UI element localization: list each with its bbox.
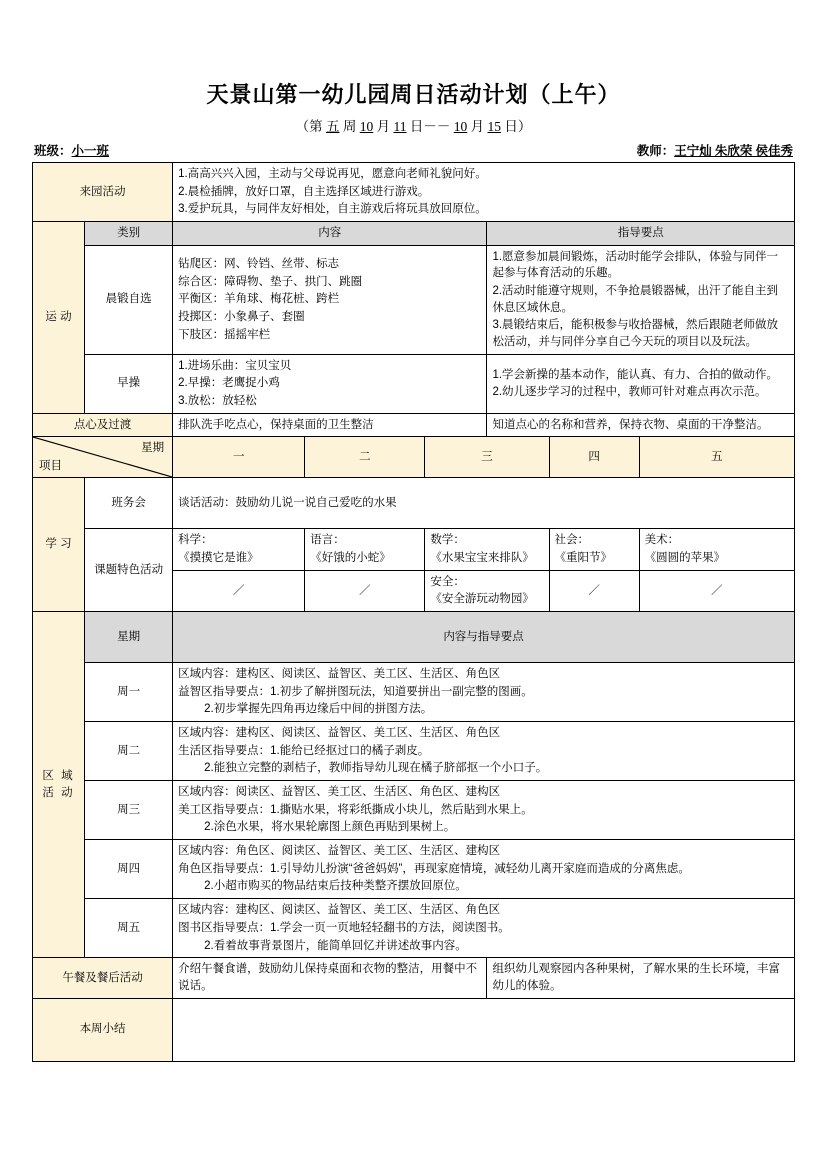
weekday-corner-header (33, 437, 173, 478)
weekday-tue: 二 (305, 437, 425, 478)
area-tue-line-3: 2.能独立完整的剥桔子，教师指导幼儿现在橘子脐部抠一个小口子。 (204, 762, 548, 775)
snack-label: 点心及过渡 (33, 413, 173, 437)
area-day-thu: 周四 (85, 840, 173, 899)
snack-points: 知道点心的名称和营养，保持衣物、桌面的干净整洁。 (487, 413, 795, 437)
area-content-thu (173, 840, 795, 899)
sports-content-1-line-2: 综合区：障碍物、垫子、拱门、跳圈 (178, 275, 363, 288)
date-from-day: 11 (393, 119, 407, 134)
course-tue-title: 《好饿的小蛇》 (310, 552, 391, 565)
sports-points-2-line-1: 1.学会新操的基本动作，能认真、有力、合拍的做动作。 (492, 368, 779, 381)
sports-points-2-line-2: 2.幼儿逐步学习的过程中，教师可针对难点再次示范。 (492, 386, 767, 399)
table-row-weekday-header (33, 437, 795, 478)
course-thu-subject: 社会： (554, 534, 590, 547)
course-cell-thu (549, 529, 639, 570)
meeting-content: 谈话活动：鼓励幼儿说一说自己爱吃的水果 (173, 478, 795, 529)
sports-points-2 (487, 354, 795, 413)
lunch-content: 介绍午餐食谱，鼓励幼儿保持桌面和衣物的整洁，用餐中不说话。 (173, 958, 487, 998)
date-to-month: 10 (453, 119, 468, 134)
course-thu-title: 《重阳节》 (554, 552, 613, 565)
sports-category-2: 早操 (85, 354, 173, 413)
area-mon-line-1: 区域内容：建构区、阅读区、益智区、美工区、生活区、角色区 (178, 668, 501, 681)
sports-content-1-line-4: 投掷区：小象鼻子、套圈 (178, 311, 305, 324)
date-from-month: 10 (359, 119, 374, 134)
area-thu-line-2: 角色区指导要点：1.引导幼儿扮演“爸爸妈妈”，再现家庭情境，减轻幼儿离开家庭而造成的分离焦虑。 (178, 862, 690, 875)
weekday-thu: 四 (549, 437, 639, 478)
arrival-item-2: 2.晨检插牌，放好口罩，自主选择区域进行游戏。 (178, 185, 430, 198)
course-wed-subject: 数学： (430, 534, 465, 547)
table-row-course-1 (33, 529, 795, 570)
area-thu-line-3: 2.小超市购买的物品结束后技种类整齐摆放回原位。 (204, 880, 467, 893)
area-head-content: 内容与指导要点 (173, 612, 795, 663)
weekday-fri: 五 (639, 437, 794, 478)
study-label: 学 习 (33, 478, 85, 612)
area-wed-line-3: 2.涂色水果，将水果轮廓图上颜色再贴到果树上。 (204, 821, 456, 834)
corner-bottom-label: 项目 (39, 459, 62, 472)
course-cell-tue (305, 529, 425, 570)
area-fri-line-1: 区域内容：建构区、阅读区、益智区、美工区、生活区、角色区 (178, 904, 501, 917)
course2-wed-subject: 安全： (430, 575, 465, 588)
area-day-tue: 周二 (85, 722, 173, 781)
table-row-morning-exercise (33, 245, 795, 354)
course-fri-subject: 美术： (644, 534, 680, 547)
area-content-mon (173, 663, 795, 722)
course-cell-wed (425, 529, 549, 570)
sports-points-1-line-2: 2.活动时能遵守规则，不争抢晨锻器械，出汗了能自主到休息区域休息。 (492, 285, 779, 314)
area-thu-line-1: 区域内容：角色区、阅读区、益智区、美工区、生活区、建构区 (178, 845, 501, 858)
table-row-area-wed (33, 781, 795, 840)
sports-col-category: 类别 (85, 222, 173, 246)
course-mon-subject: 科学： (178, 534, 213, 547)
sports-label: 运 动 (33, 222, 85, 414)
area-mon-line-2: 益智区指导要点：1.初步了解拼图玩法，知道要拼出一副完整的图画。 (178, 685, 533, 698)
table-row-lunch (33, 958, 795, 998)
table-row-area-fri (33, 899, 795, 958)
arrival-label: 来园活动 (33, 163, 173, 222)
area-content-tue (173, 722, 795, 781)
course-fri-title: 《圆圆的苹果》 (644, 552, 726, 565)
sports-content-2-line-2: 2.早操：老鹰捉小鸡 (178, 377, 280, 390)
arrival-item-3: 3.爱护玩具，与同伴友好相处，自主游戏后将玩具放回原位。 (178, 203, 487, 216)
table-row-area-mon (33, 663, 795, 722)
sports-content-1-line-1: 钻爬区：网、铃铛、丝带、标志 (178, 258, 340, 271)
table-row-summary (33, 998, 795, 1061)
subtitle-month-word-2: 月 (470, 119, 485, 134)
area-wed-line-1: 区域内容：阅读区、益智区、美工区、生活区、角色区、建构区 (178, 786, 501, 799)
course2-cell-tue: ／ (305, 570, 425, 611)
area-label-text: 区 域 活 动 (42, 769, 75, 799)
subtitle-dash: 日－－ (409, 119, 451, 134)
table-row-sports-header (33, 222, 795, 246)
sports-content-2 (173, 354, 487, 413)
area-mon-line-3: 2.初步掌握先四角再边缘后中间的拼图方法。 (204, 703, 433, 716)
sports-col-content: 内容 (173, 222, 487, 246)
area-content-fri (173, 899, 795, 958)
area-day-fri: 周五 (85, 899, 173, 958)
teacher-field (637, 141, 793, 159)
area-content-wed (173, 781, 795, 840)
course-wed-title: 《水果宝宝来排队》 (430, 552, 534, 565)
subtitle-prefix: （第 (295, 119, 323, 134)
sports-col-points: 指导要点 (487, 222, 795, 246)
lunch-label: 午餐及餐后活动 (33, 958, 173, 998)
table-row-area-thu (33, 840, 795, 899)
area-fri-line-2: 图书区指导要点：1.学会一页一页地轻轻翻书的方法，阅读图书。 (178, 921, 510, 934)
class-value: 小一班 (71, 144, 110, 158)
sports-content-2-line-3: 3.放松：放轻松 (178, 395, 257, 408)
table-row-area-tue (33, 722, 795, 781)
course2-cell-thu: ／ (549, 570, 639, 611)
table-row-morning-gym (33, 354, 795, 413)
area-label (33, 612, 85, 958)
table-row-meeting (33, 478, 795, 529)
lunch-points: 组织幼儿观察园内各种果树，了解水果的生长环境，丰富幼儿的体验。 (487, 958, 795, 998)
sports-content-2-line-1: 1.进场乐曲：宝贝宝贝 (178, 359, 292, 372)
corner-top-label: 星期 (141, 442, 165, 455)
course-tue-subject: 语言： (310, 534, 345, 547)
area-tue-line-1: 区域内容：建构区、阅读区、益智区、美工区、生活区、角色区 (178, 727, 501, 740)
teacher-value: 王宁灿 朱欣荣 侯佳秀 (674, 144, 793, 158)
course2-cell-mon: ／ (173, 570, 305, 611)
subtitle-month-word-1: 月 (376, 119, 391, 134)
course2-wed-title: 《安全游玩动物园》 (430, 593, 534, 606)
course2-cell-fri: ／ (639, 570, 794, 611)
course-cell-mon (173, 529, 305, 570)
area-fri-line-3: 2.看着故事背景图片，能简单回忆并讲述故事内容。 (204, 939, 467, 952)
meeting-label: 班务会 (85, 478, 173, 529)
table-row-area-header (33, 612, 795, 663)
week-number: 五 (326, 119, 340, 134)
course2-cell-wed (425, 570, 549, 611)
summary-content[interactable] (173, 998, 795, 1061)
weekly-plan-table (32, 162, 795, 1062)
area-wed-line-2: 美工区指导要点：1.撕贴水果，将彩纸撕成小块儿，然后貼到水果上。 (178, 803, 533, 816)
course-label: 课题特色活动 (85, 529, 173, 612)
class-field (34, 141, 109, 159)
weekday-wed: 三 (425, 437, 549, 478)
area-tue-line-2: 生活区指导要点：1.能给已经抠过口的橘子剥皮。 (178, 744, 430, 757)
summary-label: 本周小结 (33, 998, 173, 1061)
sports-points-1-line-1: 1.愿意参加晨间锻炼，活动时能学会排队，体验与同伴一起参与体育活动的乐趣。 (492, 250, 779, 280)
weekday-mon: 一 (173, 437, 305, 478)
table-row-snack (33, 413, 795, 437)
arrival-item-1: 1.高高兴兴入园，主动与父母说再见，愿意向老师礼貌问好。 (178, 168, 487, 180)
course-mon-title: 《摸摸它是谁》 (178, 552, 259, 565)
subtitle-suffix: 日） (504, 119, 532, 134)
sports-points-1-line-3: 3.晨锻结束后，能积极参与收拾器械，然后跟随老师做放松活动，并与同伴分享自己今天玩的项目以及玩法。 (492, 319, 779, 349)
table-row-arrival (33, 163, 795, 222)
teacher-label: 教师： (636, 144, 675, 158)
sports-content-1-line-5: 下肢区：摇摇牢栏 (178, 328, 271, 341)
area-day-mon: 周一 (85, 663, 173, 722)
sports-points-1 (487, 245, 795, 354)
sports-content-1 (173, 245, 487, 354)
snack-content: 排队洗手吃点心，保持桌面的卫生整洁 (173, 413, 487, 437)
date-range-subtitle (32, 115, 795, 135)
area-day-wed: 周三 (85, 781, 173, 840)
arrival-content (173, 163, 795, 222)
class-label: 班级： (34, 144, 72, 158)
area-head-week: 星期 (85, 612, 173, 663)
sports-category-1: 晨锻自选 (85, 245, 173, 354)
course-cell-fri (639, 529, 794, 570)
meta-row (32, 141, 795, 162)
date-to-day: 15 (487, 119, 501, 134)
page-title: 天景山第一幼儿园周日活动计划（上午） (206, 82, 621, 107)
sports-content-1-line-3: 平衡区：羊角球、梅花桩、跨栏 (178, 293, 340, 306)
subtitle-week-word: 周 (342, 119, 357, 134)
